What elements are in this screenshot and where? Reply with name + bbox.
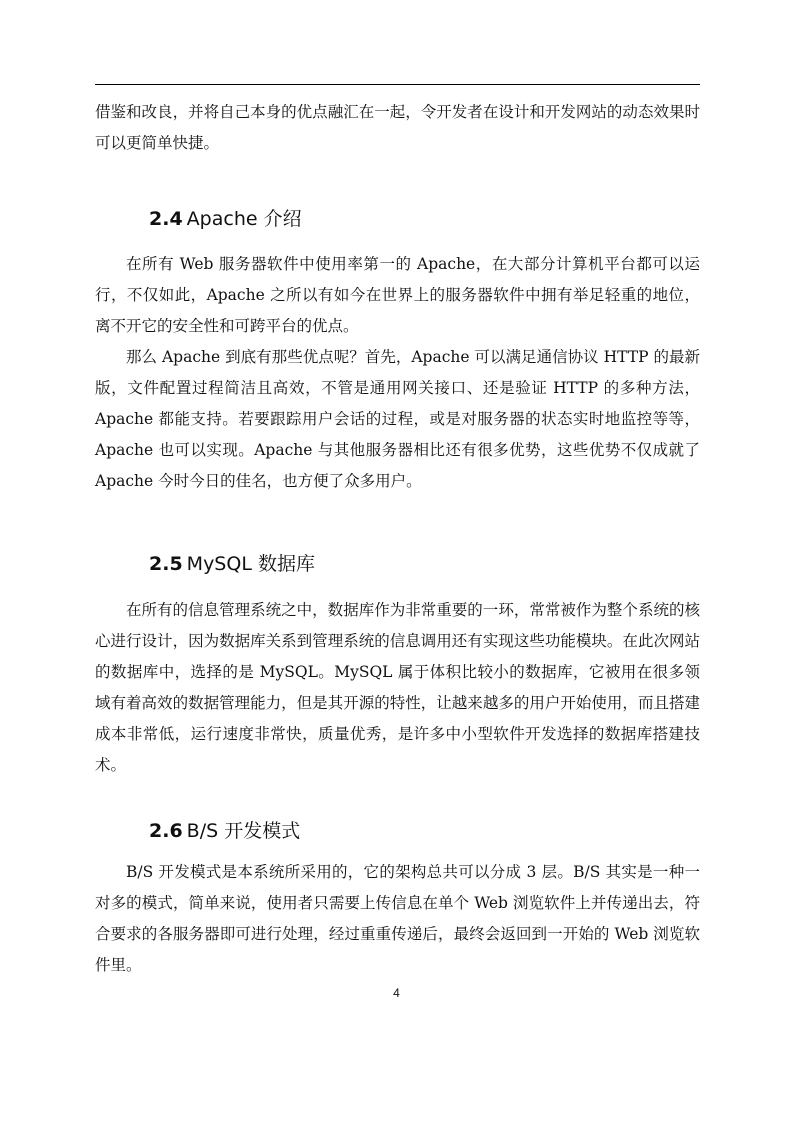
section-number: 2.4 [149, 208, 183, 230]
continued-paragraph: 借鉴和改良，并将自己本身的优点融汇在一起，令开发者在设计和开发网站的动态效果时可以更简单快捷。 [95, 103, 700, 152]
page-number: 4 [393, 986, 400, 1000]
section-title: B/S 开发模式 [186, 820, 301, 842]
section-heading-2-4 [149, 205, 302, 233]
section-number: 2.5 [149, 553, 183, 575]
section-heading-2-6 [149, 817, 300, 845]
paragraph-apache-2: 那么 Apache 到底有那些优点呢？首先，Apache 可以满足通信协议 HTTP 的最新版，文件配置过程简洁且高效，不管是通用网关接口、还是验证 HTTP 的多种方法，Apache 都能支持。若要跟踪用户会话的过程，或是对服务器的状态实时地监控等等，Apache 也可以实现。Apache 与其他服务器相比还有很多优势，这些优势不仅成就了 Apache 今时今日的佳名，也方便了众多用户。 [95, 348, 700, 490]
section-title: Apache 介绍 [186, 208, 302, 230]
section-heading-2-5 [149, 550, 315, 578]
section-title: MySQL 数据库 [186, 553, 315, 575]
paragraph-bs: B/S 开发模式是本系统所采用的，它的架构总共可以分成 3 层。B/S 其实是一种一对多的模式，简单来说，使用者只需要上传信息在单个 Web 浏览软件上并传递出去，符合要求的各服务器即可进行处理，经过重重传递后，最终会返回到一开始的 Web 浏览软件里。 [95, 863, 700, 974]
paragraph-mysql: 在所有的信息管理系统之中，数据库作为非常重要的一环，常常被作为整个系统的核心进行设计，因为数据库关系到管理系统的信息调用还有实现这些功能模块。在此次网站的数据库中，选择的是 MySQL。MySQL 属于体积比较小的数据库，它被用在很多领域有着高效的数据管理能力，但是其开源的特性，让越来越多的用户开始使用，而且搭建成本非常低，运行速度非常快，质量优秀，是许多中小型软件开发选择的数据库搭建技术。 [95, 601, 700, 774]
header-rule [95, 84, 700, 85]
section-number: 2.6 [149, 820, 183, 842]
paragraph-apache-1: 在所有 Web 服务器软件中使用率第一的 Apache，在大部分计算机平台都可以运行，不仅如此，Apache 之所以有如今在世界上的服务器软件中拥有举足轻重的地位，离不开它的安全性和可跨平台的优点。 [95, 255, 700, 335]
